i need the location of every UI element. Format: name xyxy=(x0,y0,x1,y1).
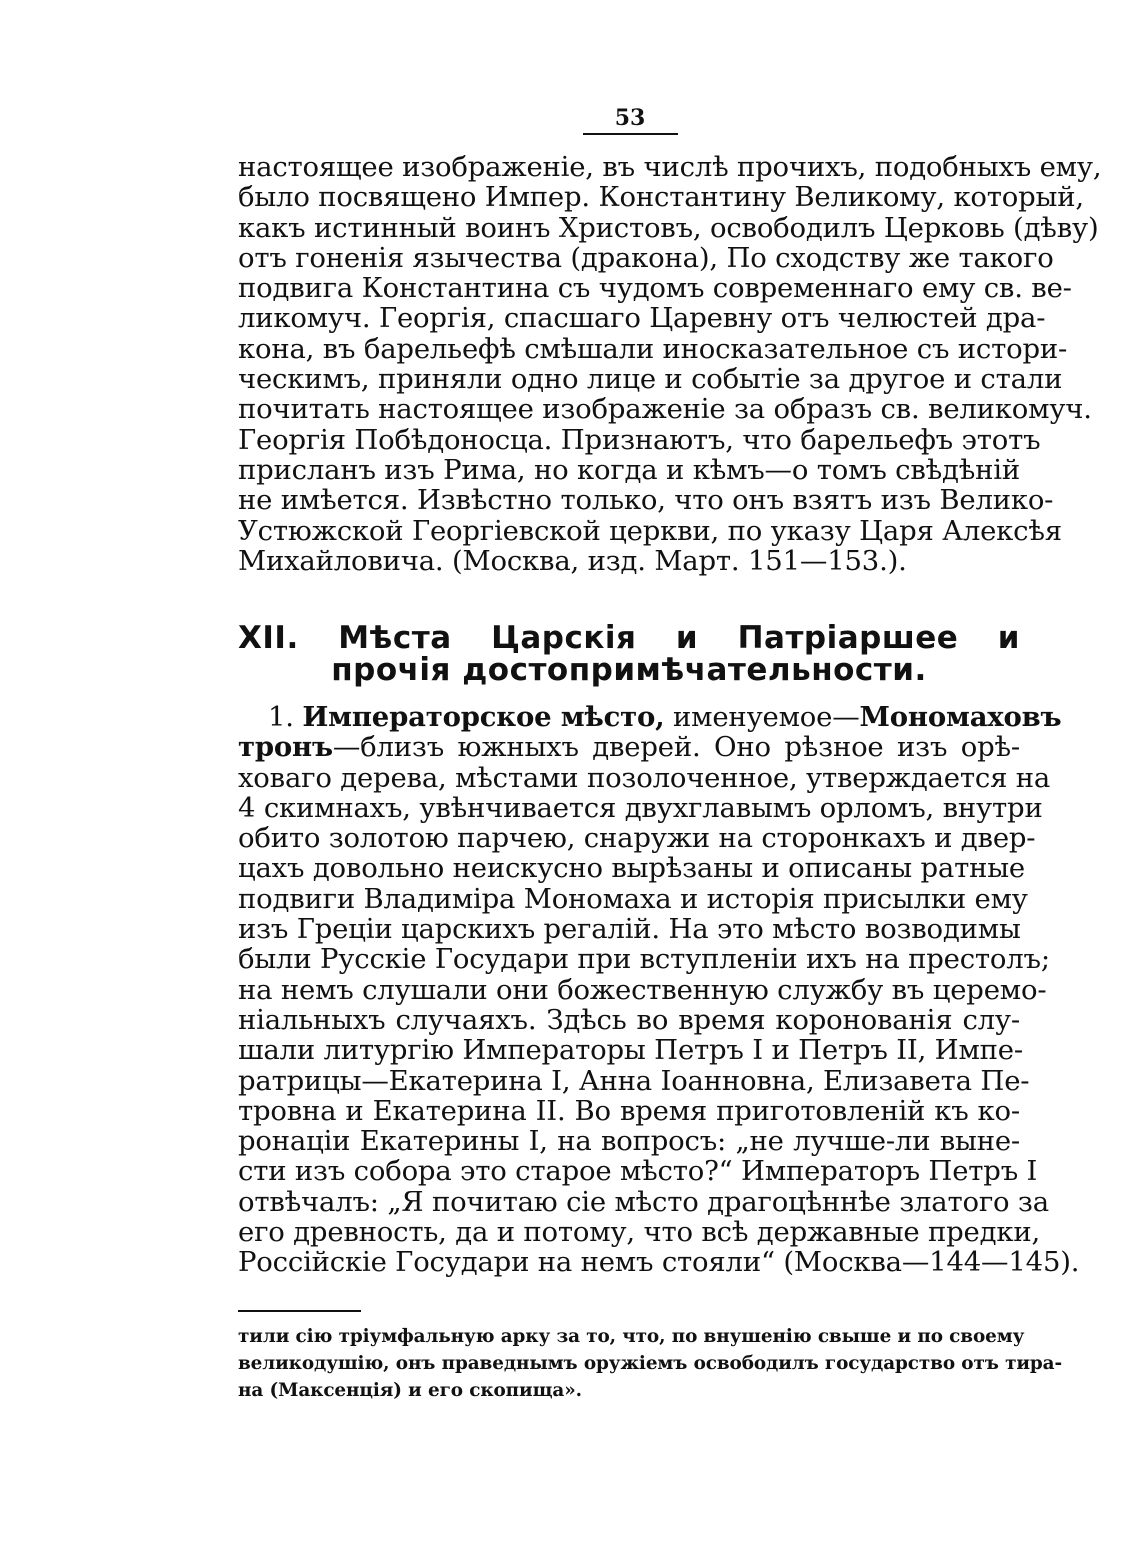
text-line: ніальныхъ случаяхъ. Здѣсь во время коронованія слу- xyxy=(238,1003,1020,1036)
text-line: присланъ изъ Рима, но когда и кѣмъ—о томъ свѣдѣній xyxy=(238,453,1020,486)
text-line: изъ Греціи царскихъ регалій. На это мѣсто возводимы xyxy=(238,913,1021,946)
text-line: не имѣется. Извѣстно только, что онъ взятъ изъ Велико- xyxy=(238,484,1054,517)
text-line: ховаго дерева, мѣстами позолоченное, утверждается на xyxy=(238,761,1051,794)
text-line: подвига Константина съ чудомъ современнаго ему св. ве- xyxy=(238,272,1072,305)
text-line: его древность, да и потому, что всѣ державные предки, xyxy=(238,1216,1040,1249)
text-line: Георгія Побѣдоносца. Признаютъ, что барельефъ этотъ xyxy=(238,423,1041,456)
bold-term: тронъ xyxy=(238,731,333,764)
text-line: 4 скимнахъ, увѣнчивается двухглавымъ орломъ, внутри xyxy=(238,791,1043,824)
footnote xyxy=(238,1323,1063,1404)
footnote-separator xyxy=(238,1310,361,1312)
paragraph-item-1 xyxy=(238,701,1080,1279)
text-line: на немъ слушали они божественную службу въ церемо- xyxy=(238,973,1047,1006)
text-line xyxy=(238,732,1020,762)
text-line: было посвящено Импер. Константину Великому, который, xyxy=(238,181,1084,214)
text-line xyxy=(238,701,1062,733)
footnote-line: тили сію тріумфальную арку за то, что, по внушенію свыше и по своему xyxy=(238,1326,1025,1347)
text-line: ратрицы—Екатерина I, Анна Іоанновна, Елизавета Пе- xyxy=(238,1064,1030,1097)
inline-text: —близъ южныхъ дверей. Оно рѣзное изъ орѣ- xyxy=(332,731,1020,764)
text-line: шали литургію Императоры Петръ I и Петръ II, Импе- xyxy=(238,1034,1023,1067)
page-number: 53 xyxy=(614,105,646,131)
text-line: настоящее изображеніе, въ числѣ прочихъ, подобныхъ ему, xyxy=(238,151,1102,183)
text-line: сти изъ собора это старое мѣсто?“ Императоръ Петръ I xyxy=(238,1155,1038,1188)
text-line: отъ гоненія язычества (дракона), По сходству же такого xyxy=(238,241,1054,274)
bold-term: Императорское мѣсто, xyxy=(302,701,665,733)
text-line: подвиги Владиміра Мономаха и исторія присылки ему xyxy=(238,882,1028,915)
bold-term: Мономаховъ xyxy=(859,701,1062,733)
text-line: обито золотою парчею, снаружи на сторонкахъ и двер- xyxy=(238,822,1036,855)
text-line: Устюжской Георгіевской церкви, по указу Царя Алексѣя xyxy=(238,514,1062,547)
text-line: почитать настоящее изображеніе за образъ св. великомуч. xyxy=(238,393,1092,426)
text-line: были Русскіе Государи при вступленіи ихъ на престолъ; xyxy=(238,943,1050,976)
text-line: кона, въ барельефѣ смѣшали иносказательное съ истори- xyxy=(238,332,1068,365)
text-line: Россійскіе Государи на немъ стояли“ (Москва—144—145). xyxy=(238,1246,1080,1279)
text-line: какъ истинный воинъ Христовъ, освободилъ Церковь (дѣву) xyxy=(238,211,1099,244)
section-heading-line: прочія достопримѣчательности. xyxy=(331,652,927,688)
section-heading xyxy=(238,622,1020,686)
text-line: ронаціи Екатерины I, на вопросъ: „не лучше-ли выне- xyxy=(238,1125,1020,1158)
paragraph-continuation xyxy=(238,151,1102,577)
text-line: отвѣчалъ: „Я почитаю сіе мѣсто драгоцѣннѣе златого за xyxy=(238,1185,1049,1218)
text-line: Михайловича. (Москва, изд. Март. 151—153.). xyxy=(238,544,907,577)
text-line: цахъ довольно неискусно вырѣзаны и описаны ратные xyxy=(238,852,1026,885)
page-number-underline xyxy=(583,133,678,135)
text-line: ческимъ, приняли одно лице и событіе за другое и стали xyxy=(238,363,1063,396)
text-line: ликомуч. Георгія, спасшаго Царевну отъ челюстей дра- xyxy=(238,302,1046,335)
inline-text: именуемое— xyxy=(664,701,860,733)
section-heading-line: XII. Мѣста Царскія и Патріаршее и xyxy=(238,620,1020,656)
item-number: 1. xyxy=(268,701,294,733)
footnote-line: на (Максенція) и его скопища». xyxy=(238,1380,582,1401)
text-line: тровна и Екатерина II. Во время приготовленій къ ко- xyxy=(238,1094,1020,1127)
footnote-line: великодушію, онъ праведнымъ оружіемъ освободилъ государство отъ тира- xyxy=(238,1353,1063,1374)
